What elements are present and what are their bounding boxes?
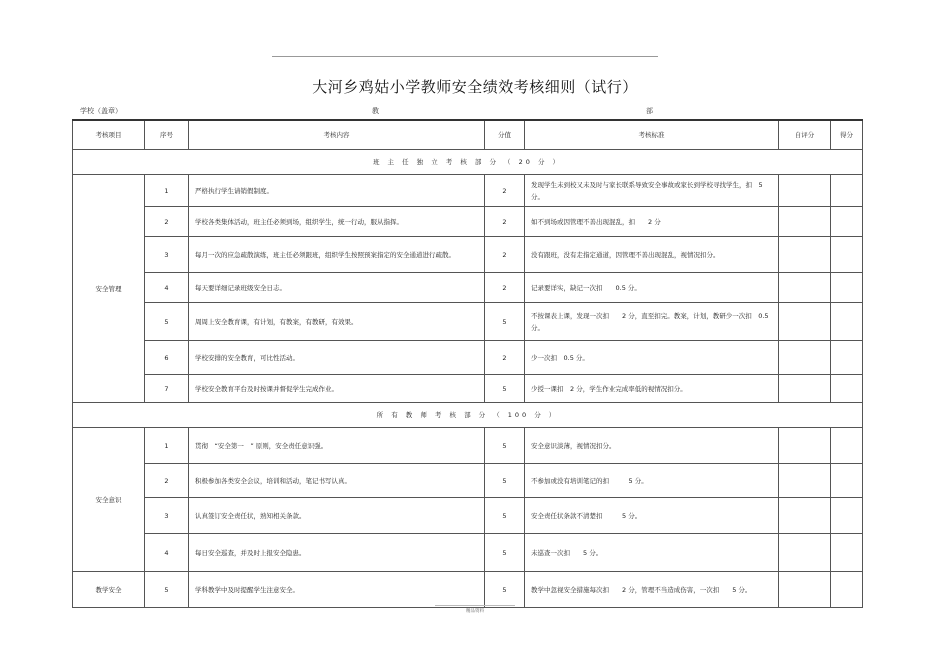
final-score-cell [831,572,863,608]
table-row [73,572,863,608]
row-number: 4 [145,273,189,303]
self-score-cell [779,273,831,303]
self-score-cell [779,464,831,498]
row-standard: 没有跟班，没有走指定通道，因管理不善出现混乱，视情况扣分。 [525,237,779,273]
header-cell: 序号 [145,120,189,150]
self-score-cell [779,207,831,237]
self-score-cell [779,341,831,375]
final-score-cell [831,303,863,341]
table-row [73,175,863,207]
row-number: 2 [145,464,189,498]
self-score-cell [779,303,831,341]
category-cell: 安全管理 [73,175,145,403]
row-standard: 安全责任状条款不清楚扣 5 分。 [525,498,779,534]
table-row [73,273,863,303]
row-standard: 如不到场或因管理不善出现混乱，扣 2 分 [525,207,779,237]
table-row [73,428,863,464]
row-content: 学校安排的安全教育，可比性活动。 [189,341,485,375]
table-row [73,303,863,341]
row-standard: 不参加或没有培训笔记的扣 5 分。 [525,464,779,498]
final-score-cell [831,207,863,237]
final-score-cell [831,375,863,403]
footer-text: 精品资料 [466,609,484,614]
table-row [73,237,863,273]
final-score-cell [831,534,863,572]
row-score: 5 [485,428,525,464]
final-score-cell [831,175,863,207]
row-number: 3 [145,237,189,273]
self-score-cell [779,534,831,572]
document-title: 大河乡鸡姑小学教师安全绩效考核细则（试行） [312,78,638,96]
table-row [73,207,863,237]
row-number: 3 [145,498,189,534]
header-cell: 自评分 [779,120,831,150]
final-score-cell [831,428,863,464]
self-score-cell [779,428,831,464]
table-row [73,464,863,498]
header-cell: 分值 [485,120,525,150]
row-score: 2 [485,273,525,303]
table-row [73,375,863,403]
row-number: 1 [145,428,189,464]
row-content: 认真签订安全责任状，熟知相关条款。 [189,498,485,534]
footer-rule [435,605,515,606]
row-standard: 不按课表上课，发现一次扣 2 分，直至扣完。教案，计划，教研少一次扣 0.5 分。 [525,303,779,341]
final-score-cell [831,341,863,375]
self-score-cell [779,498,831,534]
school-stamp-label: 学校（盖章） [80,107,122,115]
row-content: 积极参加各类安全会议，培训和活动，笔记书写认真。 [189,464,485,498]
self-score-cell [779,572,831,608]
final-score-cell [831,237,863,273]
header-cell: 考核项目 [73,120,145,150]
row-content: 学校各类集体活动，班主任必须到场，组织学生，统一行动，服从指挥。 [189,207,485,237]
row-content: 周周上安全教育课，有计划，有教案，有教研，有效果。 [189,303,485,341]
row-score: 5 [485,572,525,608]
section-row [73,150,863,175]
table-row [73,341,863,375]
row-content: 每月一次的应急疏散演练，班主任必须跟班，组织学生按照预案指定的安全通道进行疏散。 [189,237,485,273]
row-content: 贯彻 “安全第一 ” 原则，安全责任意识强。 [189,428,485,464]
row-number: 5 [145,572,189,608]
row-standard: 少一次扣 0.5 分。 [525,341,779,375]
row-standard: 未巡查一次扣 5 分。 [525,534,779,572]
table-row [73,498,863,534]
assessment-table [72,119,863,608]
row-content: 学科教学中及时提醒学生注意安全。 [189,572,485,608]
self-score-cell [779,237,831,273]
final-score-cell [831,464,863,498]
row-standard: 安全意识淡薄，视情况扣分。 [525,428,779,464]
meta-label-right: 部 [646,107,653,115]
section-title: 所 有 教 师 考 核 部 分 （ 100 分 ） [73,403,863,428]
category-cell: 安全意识 [73,428,145,572]
row-standard: 少授一课扣 2 分，学生作业完成率低的视情况扣分。 [525,375,779,403]
table-row [73,534,863,572]
row-standard: 发现学生未到校又未及时与家长联系导致安全事故或家长到学校寻找学生，扣 5 分。 [525,175,779,207]
category-cell: 教学安全 [73,572,145,608]
header-cell: 考核标准 [525,120,779,150]
top-rule [272,56,658,57]
row-content: 每日安全巡查，并及时上报安全隐患。 [189,534,485,572]
row-standard: 教学中忽视安全措施每次扣 2 分，管理不当造成伤害，一次扣 5 分。 [525,572,779,608]
row-score: 2 [485,207,525,237]
row-number: 4 [145,534,189,572]
row-content: 严格执行学生请销假制度。 [189,175,485,207]
self-score-cell [779,175,831,207]
row-content: 学校安全教育平台及时按课并督促学生完成作业。 [189,375,485,403]
row-standard: 记录要详实，缺记一次扣 0.5 分。 [525,273,779,303]
row-score: 5 [485,498,525,534]
row-score: 5 [485,464,525,498]
self-score-cell [779,375,831,403]
final-score-cell [831,498,863,534]
header-cell: 得分 [831,120,863,150]
row-score: 5 [485,534,525,572]
row-score: 2 [485,175,525,207]
row-number: 6 [145,341,189,375]
row-content: 每天要详细记录班级安全日志。 [189,273,485,303]
row-number: 1 [145,175,189,207]
row-score: 2 [485,237,525,273]
final-score-cell [831,273,863,303]
section-row [73,403,863,428]
row-score: 5 [485,375,525,403]
header-row [73,120,863,150]
header-cell: 考核内容 [189,120,485,150]
section-title: 班 主 任 独 立 考 核 部 分 （ 20 分 ） [73,150,863,175]
row-score: 2 [485,341,525,375]
meta-label-middle: 教 [372,107,379,115]
row-score: 5 [485,303,525,341]
row-number: 7 [145,375,189,403]
row-number: 5 [145,303,189,341]
row-number: 2 [145,207,189,237]
